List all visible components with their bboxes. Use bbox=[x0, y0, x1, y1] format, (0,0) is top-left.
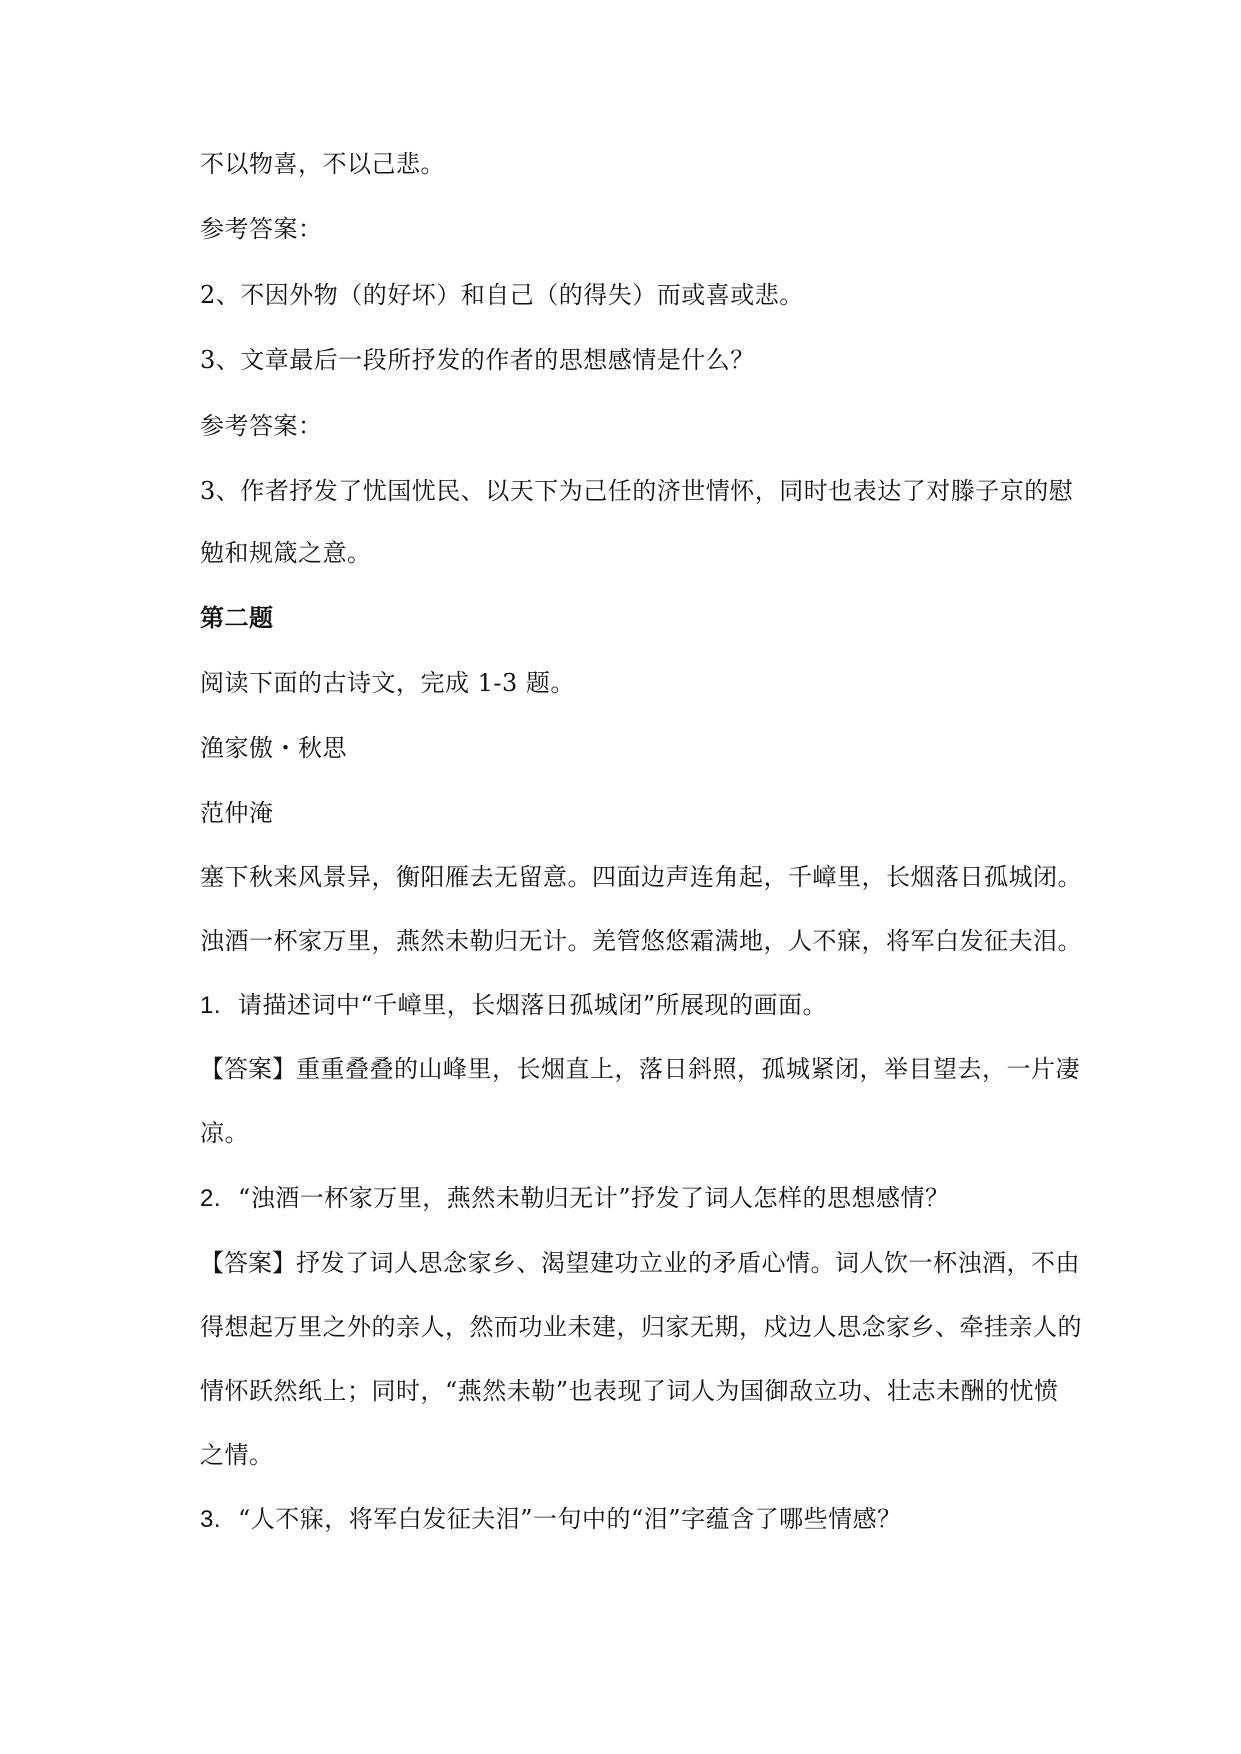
answer-heading: 参考答案： bbox=[200, 412, 323, 440]
question-text: 请描述词中“千嶂里，长烟落日孤城闭”所展现的画面。 bbox=[238, 991, 828, 1019]
answer-label: 【答案】 bbox=[200, 1055, 296, 1083]
answer-text: 得想起万里之外的亲人，然而功业未建，归家无期，戍边人思念家乡、牵挂亲人的 bbox=[200, 1313, 1082, 1341]
answer-text: 重重叠叠的山峰里，长烟直上，落日斜照，孤城紧闭，举目望去，一片凄 bbox=[296, 1055, 1080, 1083]
answer-heading: 参考答案： bbox=[200, 215, 323, 243]
answer-text: 凉。 bbox=[200, 1119, 249, 1147]
question-1 bbox=[200, 988, 1100, 1023]
question-3 bbox=[200, 1502, 1100, 1537]
answer-text: 之情。 bbox=[200, 1441, 274, 1469]
question-number: 3. bbox=[200, 1506, 222, 1533]
answer-1 bbox=[200, 1052, 1100, 1086]
answer-text: 抒发了词人思念家乡、渴望建功立业的矛盾心情。词人饮一杯浊酒，不由 bbox=[296, 1249, 1080, 1277]
question-number: 1. bbox=[200, 992, 222, 1019]
question-text: 3、文章最后一段所抒发的作者的思想感情是什么？ bbox=[200, 346, 755, 374]
question-number: 2. bbox=[200, 1185, 222, 1212]
poem-line: 塞下秋来风景异，衡阳雁去无留意。四面边声连角起，千嶂里，长烟落日孤城闭。 bbox=[200, 863, 1082, 891]
poem-title: 渔家傲・秋思 bbox=[200, 734, 347, 762]
instruction-text: 阅读下面的古诗文，完成 1-3 题。 bbox=[200, 669, 575, 697]
question-text: “浊酒一杯家万里，燕然未勒归无计”抒发了词人怎样的思想感情？ bbox=[238, 1184, 950, 1212]
answer-2 bbox=[200, 1246, 1100, 1280]
text-line: 勉和规箴之意。 bbox=[200, 539, 372, 567]
question-text: “人不寐，将军白发征夫泪”一句中的“泪”字蕴含了哪些情感？ bbox=[238, 1505, 902, 1533]
answer-label: 【答案】 bbox=[200, 1249, 296, 1277]
section-heading: 第二题 bbox=[200, 603, 274, 632]
poem-line: 浊酒一杯家万里，燕然未勒归无计。羌管悠悠霜满地，人不寐，将军白发征夫泪。 bbox=[200, 927, 1082, 955]
text-line: 3、作者抒发了忧国忧民、以天下为己任的济世情怀，同时也表达了对滕子京的慰 bbox=[200, 477, 1074, 505]
text-line: 不以物喜，不以己悲。 bbox=[200, 150, 445, 178]
poem-author: 范仲淹 bbox=[200, 799, 274, 827]
answer-text: 情怀跃然纸上；同时，“燕然未勒”也表现了词人为国御敌立功、壮志未酬的忧愤 bbox=[200, 1377, 1059, 1405]
question-2 bbox=[200, 1181, 1100, 1216]
text-line: 2、不因外物（的好坏）和自己（的得失）而或喜或悲。 bbox=[200, 281, 804, 309]
